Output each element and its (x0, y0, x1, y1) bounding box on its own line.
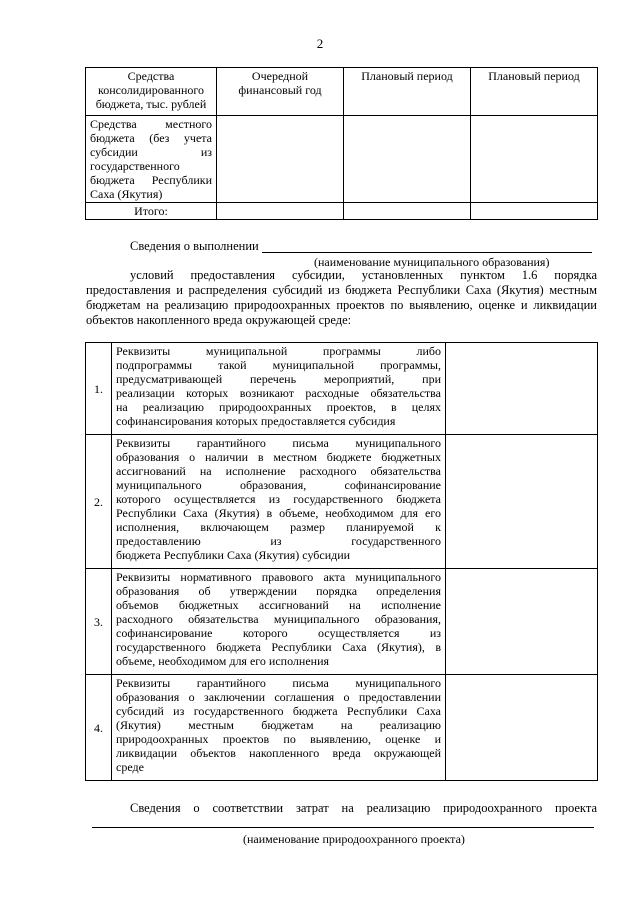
cell-empty (471, 203, 598, 220)
row-number: 4. (86, 675, 112, 781)
header-consolidated-budget: Средства консолидированного бюджета, тыс. рублей (86, 68, 217, 116)
budget-table (85, 67, 598, 220)
row-local-budget-label: Средства местного бюджета (без учета субсидии из государственного бюджета Республики Саха (Якутия) (86, 116, 217, 203)
row-number: 1. (86, 343, 112, 435)
paragraph-line: предоставления и распределения субсидий из бюджета Республики Саха (Якутия) местным (86, 283, 597, 297)
municipality-name-underline (262, 252, 592, 253)
row-number: 2. (86, 435, 112, 569)
row-text: Реквизиты муниципальной программы либо подпрограммы такой муниципальной программы, предусматривающей перечень мероприятий, при реализации которых возникают расходные обязательства на реализацию природоохранных проектов, в целях софинансирования которых предоставляется субсидия (112, 343, 446, 435)
footer-line: Сведения о соответствии затрат на реализацию природоохранного проекта (130, 801, 597, 815)
cell-empty (446, 435, 598, 569)
row-text: Реквизиты гарантийного письма муниципального образования о заключении соглашения о предоставлении субсидий из государственного бюджета Республики Саха (Якутия) местным бюджетам на реализацию природоохранных проектов по выявлению, оценке и ликвидации объектов накопленного вреда окружающей среде (112, 675, 446, 781)
table-row (86, 675, 598, 781)
cell-empty (446, 343, 598, 435)
row-total-label: Итого: (86, 203, 217, 220)
conditions-table (85, 342, 598, 781)
cell-empty (217, 116, 344, 203)
project-name-hint: (наименование природоохранного проекта) (243, 832, 465, 846)
paragraph-line: объектов накопленного вреда окружающей среде: (86, 313, 352, 327)
table-row (86, 569, 598, 675)
paragraph-line: условий предоставления субсидии, установленных пунктом 1.6 порядка (130, 268, 597, 282)
row-text: Реквизиты нормативного правового акта муниципального образования об утверждении порядка определения объемов бюджетных ассигнований на исполнение расходного обязательства муниципального образования, софинансирование которого осуществляется из государственного бюджета Республики Саха (Якутия), в объеме, необходимом для его исполнения (112, 569, 446, 675)
cell-empty (446, 569, 598, 675)
page-number: 2 (316, 36, 324, 51)
municipality-name-hint: (наименование муниципального образования) (314, 255, 550, 269)
header-planned-period-2: Плановый период (471, 68, 598, 116)
project-name-underline (92, 827, 594, 828)
header-next-fiscal-year: Очередной финансовый год (217, 68, 344, 116)
table-row (86, 435, 598, 569)
paragraph-line: бюджетам на реализацию природоохранных проектов по выявлению, оценке и ликвидации (86, 298, 597, 312)
info-line-prefix: Сведения о выполнении (130, 239, 259, 253)
row-number: 3. (86, 569, 112, 675)
cell-empty (471, 116, 598, 203)
cell-empty (344, 203, 471, 220)
row-text: Реквизиты гарантийного письма муниципального образования о наличии в местном бюджете бюджетных ассигнований на исполнение расходного обязательства муниципального образования, софинансирование которого осуществляется из государственного бюджета Республики Саха (Якутия) в объеме, необходимом для его исполнения, включающем размер планируемой к предоставлению из государственного бюджета Республики Саха (Якутия) субсидии (112, 435, 446, 569)
table-row (86, 343, 598, 435)
cell-empty (344, 116, 471, 203)
cell-empty (217, 203, 344, 220)
cell-empty (446, 675, 598, 781)
header-planned-period-1: Плановый период (344, 68, 471, 116)
